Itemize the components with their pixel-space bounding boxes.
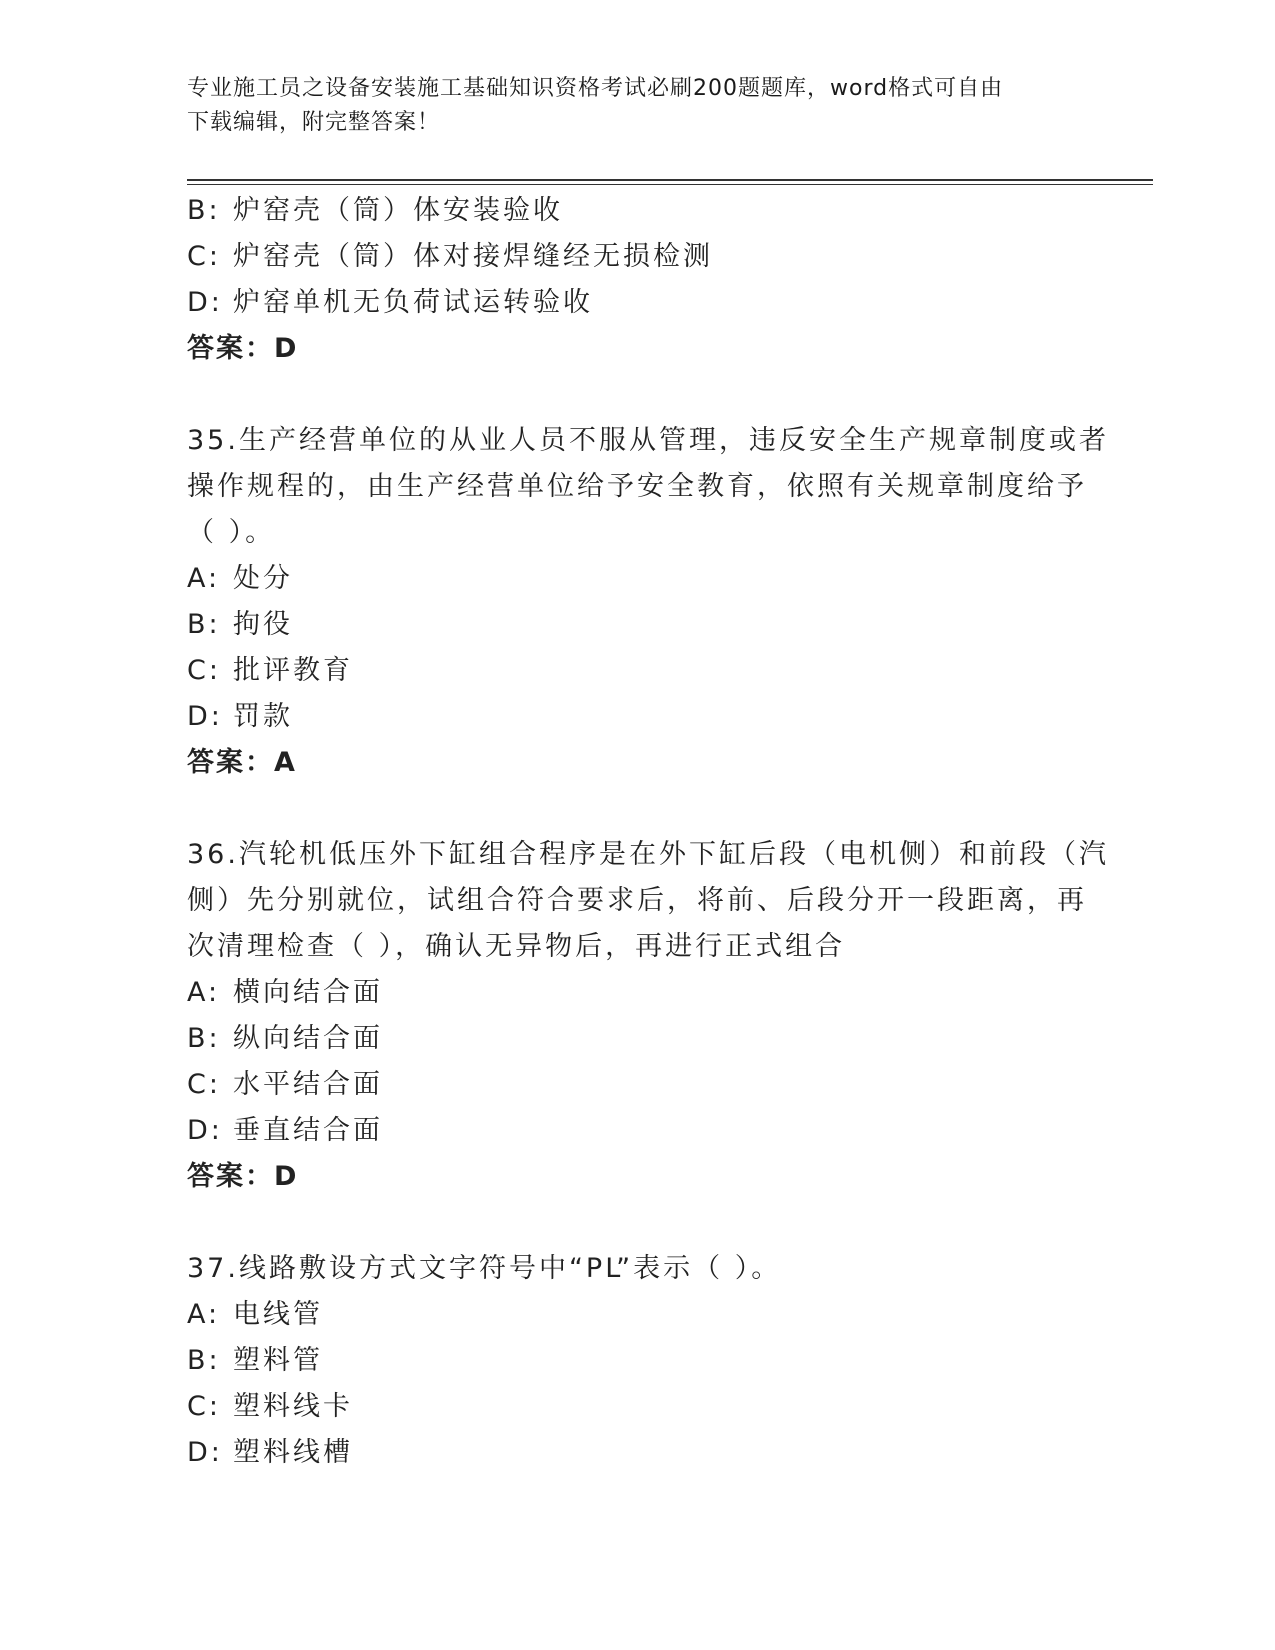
option-text: 炉窑单机无负荷试运转验收 — [233, 287, 593, 318]
question-text-line: 侧）先分别就位，试组合符合要求后，将前、后段分开一段距离，再 — [187, 885, 1087, 916]
option-d — [187, 280, 1087, 326]
option-text: 纵向结合面 — [233, 1023, 383, 1054]
option-text: 处分 — [233, 563, 293, 594]
option-text: 电线管 — [233, 1299, 323, 1330]
question-text-line: 次清理检查（ ），确认无异物后，再进行正式组合 — [187, 931, 846, 962]
header-divider-thick — [187, 179, 1153, 181]
answer: 答案：D — [187, 1161, 299, 1192]
question-34-options — [187, 188, 1087, 372]
question-text-line: 操作规程的，由生产经营单位给予安全教育，依照有关规章制度给予 — [187, 471, 1087, 502]
header-line-1: 专业施工员之设备安装施工基础知识资格考试必刷200题题库，word格式可自由 — [187, 76, 1004, 101]
question-36 — [187, 832, 1109, 1200]
option-letter: C: — [187, 655, 221, 686]
option-text: 横向结合面 — [233, 977, 383, 1008]
question-37 — [187, 1246, 1087, 1476]
option-text: 罚款 — [233, 701, 293, 732]
option-letter: B: — [187, 195, 221, 226]
option-d — [187, 1108, 1087, 1154]
option-letter: C: — [187, 1391, 221, 1422]
question-35 — [187, 418, 1109, 786]
option-text: 炉窑壳（筒）体安装验收 — [233, 195, 563, 226]
option-text: 水平结合面 — [233, 1069, 383, 1100]
option-letter: D: — [187, 1115, 223, 1146]
answer: 答案：A — [187, 747, 297, 778]
document-header — [187, 72, 1087, 140]
question-text-line: （ ）。 — [187, 517, 276, 548]
spacer — [187, 1200, 1087, 1246]
option-c — [187, 234, 1087, 280]
option-d — [187, 1430, 1087, 1476]
spacer — [187, 372, 1087, 418]
option-letter: A: — [187, 977, 221, 1008]
option-text: 塑料管 — [233, 1345, 323, 1376]
header-divider-thin — [187, 184, 1153, 185]
option-letter: D: — [187, 701, 223, 732]
option-a — [187, 556, 1087, 602]
option-text: 垂直结合面 — [233, 1115, 383, 1146]
option-text: 拘役 — [233, 609, 293, 640]
option-letter: B: — [187, 609, 221, 640]
option-d — [187, 694, 1087, 740]
option-c — [187, 1384, 1087, 1430]
option-a — [187, 970, 1087, 1016]
question-text-line: 37.线路敷设方式文字符号中“PL”表示（ ）。 — [187, 1253, 782, 1284]
option-letter: A: — [187, 1299, 221, 1330]
option-text: 塑料线槽 — [233, 1437, 353, 1468]
question-text-line: 35.生产经营单位的从业人员不服从管理，违反安全生产规章制度或者 — [187, 425, 1109, 456]
option-letter: B: — [187, 1345, 221, 1376]
option-text: 炉窑壳（筒）体对接焊缝经无损检测 — [233, 241, 713, 272]
option-a — [187, 1292, 1087, 1338]
spacer — [187, 786, 1087, 832]
option-letter: D: — [187, 287, 223, 318]
option-letter: B: — [187, 1023, 221, 1054]
option-letter: D: — [187, 1437, 223, 1468]
option-letter: C: — [187, 241, 221, 272]
option-c — [187, 648, 1087, 694]
question-text-line: 36.汽轮机低压外下缸组合程序是在外下缸后段（电机侧）和前段（汽 — [187, 839, 1109, 870]
option-letter: C: — [187, 1069, 221, 1100]
question-list — [187, 188, 1109, 1476]
header-line-2: 下载编辑，附完整答案！ — [187, 110, 441, 135]
option-text: 塑料线卡 — [233, 1391, 353, 1422]
option-b — [187, 1338, 1087, 1384]
option-b — [187, 188, 1087, 234]
answer: 答案：D — [187, 333, 299, 364]
option-c — [187, 1062, 1087, 1108]
option-text: 批评教育 — [233, 655, 353, 686]
option-letter: A: — [187, 563, 221, 594]
option-b — [187, 602, 1087, 648]
option-b — [187, 1016, 1087, 1062]
